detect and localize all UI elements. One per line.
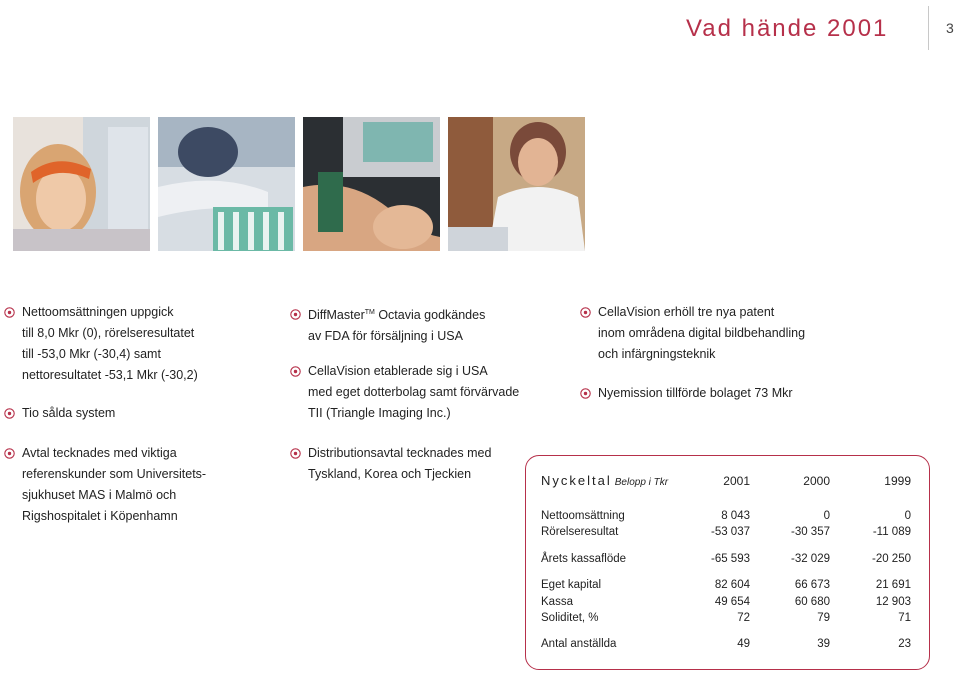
bullet-usa xyxy=(290,361,519,424)
bullet-text: Octavia godkändes xyxy=(374,308,486,323)
table-cell: 12 903 xyxy=(875,596,911,608)
table-cell: -53 037 xyxy=(710,526,750,538)
row-label: Soliditet, % xyxy=(541,612,599,624)
bullet-icon xyxy=(4,443,22,464)
row-label: Nettoomsättning xyxy=(541,510,625,522)
bullet-agreements xyxy=(4,443,206,527)
row-label: Rörelseresultat xyxy=(541,526,619,538)
bullet-text: sjukhuset MAS i Malmö och xyxy=(22,488,177,502)
bullet-text: CellaVision etablerade sig i USA xyxy=(308,364,488,378)
bullet-text: Nyemission tillförde bolaget 73 Mkr xyxy=(598,386,793,400)
bullet-text: Distributionsavtal tecknades med xyxy=(308,446,492,460)
table-cell: 23 xyxy=(898,638,911,650)
bullet-text: TII (Triangle Imaging Inc.) xyxy=(308,406,451,420)
row-label: Årets kassaflöde xyxy=(541,553,627,565)
bullet-net-sales xyxy=(4,302,198,386)
bullet-text: DiffMaster xyxy=(308,308,365,323)
bullet-systems-sold xyxy=(4,403,115,424)
bullet-icon xyxy=(290,302,308,326)
bullet-text: inom områdena digital bildbehandling xyxy=(598,326,806,340)
trademark: TM xyxy=(364,309,375,316)
bullet-text: referenskunder som Universitets- xyxy=(22,467,207,481)
bullet-patents xyxy=(580,302,805,365)
key-figures-title xyxy=(541,473,668,488)
photo-doctor xyxy=(448,117,585,251)
table-cell: -32 029 xyxy=(790,553,830,565)
year-header: 2000 xyxy=(803,474,830,488)
bullet-icon xyxy=(290,443,308,464)
bullet-text: av FDA för försäljning i USA xyxy=(308,329,463,344)
page-number: 3 xyxy=(946,20,954,36)
bullet-icon xyxy=(580,302,598,323)
bullet-icon xyxy=(580,383,598,404)
bullet-text: till 8,0 Mkr (0), rörelseresultatet xyxy=(22,326,195,340)
table-cell: 49 654 xyxy=(714,596,750,608)
bullet-text: nettoresultatet -53,1 Mkr (-30,2) xyxy=(22,368,198,382)
bullet-text: Rigshospitalet i Köpenhamn xyxy=(22,509,178,523)
table-cell: 72 xyxy=(737,612,750,624)
bullet-text: Avtal tecknades med viktiga xyxy=(22,446,177,460)
table-cell: 39 xyxy=(817,638,830,650)
bullet-text: Tio sålda system xyxy=(22,406,116,420)
bullet-icon xyxy=(4,302,22,323)
table-cell: 66 673 xyxy=(794,579,830,591)
table-cell: 0 xyxy=(904,510,911,522)
table-cell: 82 604 xyxy=(714,579,750,591)
bullet-text: Nettoomsättningen uppgick xyxy=(22,305,174,319)
table-cell: 60 680 xyxy=(794,596,830,608)
table-cell: 8 043 xyxy=(721,510,750,522)
bullet-icon xyxy=(4,403,22,424)
bullet-distribution xyxy=(290,443,491,485)
row-label: Kassa xyxy=(541,596,573,608)
page-title: Vad hände 2001 xyxy=(686,15,889,42)
table-cell: -30 357 xyxy=(790,526,830,538)
table-cell: 21 691 xyxy=(875,579,911,591)
year-header: 1999 xyxy=(884,474,911,488)
bullet-text: till -53,0 Mkr (-30,4) samt xyxy=(22,347,161,361)
bullet-text: och infärgningsteknik xyxy=(598,347,716,361)
title-divider xyxy=(928,6,929,50)
row-label: Antal anställda xyxy=(541,638,617,650)
bullet-diffmaster xyxy=(290,302,485,347)
table-cell: -20 250 xyxy=(871,553,911,565)
bullet-text: Tyskland, Korea och Tjeckien xyxy=(308,467,472,481)
bullet-icon xyxy=(290,361,308,382)
bullet-text: med eget dotterbolag samt förvärvade xyxy=(308,385,520,399)
photo-test-tubes xyxy=(158,117,295,251)
year-header: 2001 xyxy=(723,474,750,488)
photo-patient xyxy=(13,117,150,251)
table-cell: 71 xyxy=(898,612,911,624)
table-cell: -65 593 xyxy=(710,553,750,565)
table-cell: 0 xyxy=(823,510,830,522)
key-figures-unit: Belopp i Tkr xyxy=(614,477,669,488)
photo-arm xyxy=(303,117,440,251)
key-figures-heading: Nyckeltal xyxy=(541,473,612,488)
table-cell: 79 xyxy=(817,612,830,624)
bullet-text: CellaVision erhöll tre nya patent xyxy=(598,305,775,319)
table-cell: -11 089 xyxy=(872,526,911,538)
bullet-new-issue xyxy=(580,383,793,404)
row-label: Eget kapital xyxy=(541,579,602,591)
table-cell: 49 xyxy=(737,638,750,650)
